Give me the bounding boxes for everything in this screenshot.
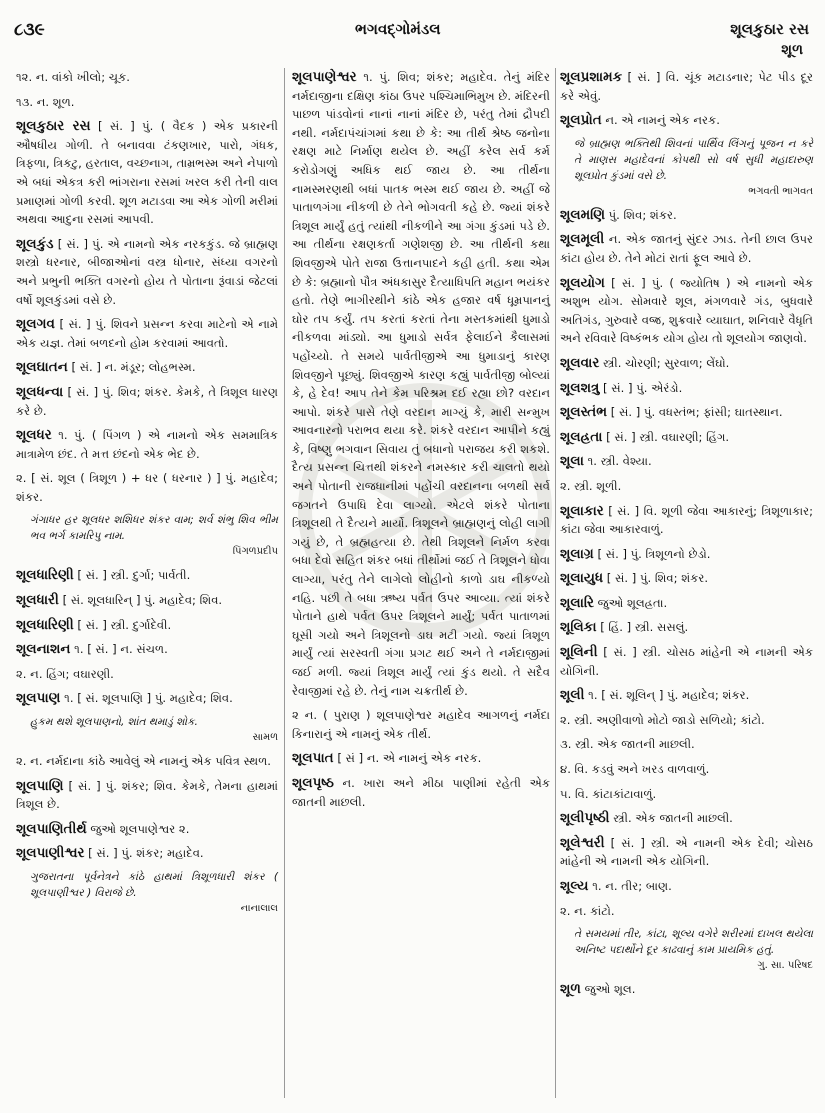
column-divider	[555, 68, 556, 1098]
entry-definition: ૧. ન. તીર; બાણ.	[592, 879, 672, 893]
dictionary-entry	[560, 711, 813, 730]
dictionary-entry	[560, 785, 813, 804]
entry-definition: ૨. સ્ત્રી. અણીવાળો મોટો જાડો સળિયો; કાંટો.	[560, 712, 765, 727]
entry-headword: શૂલસ્તંભ	[560, 404, 608, 421]
quotation-text: ગંગાધર હર શૂલધર શશિધર શંકર વામ; શર્વ શંભુ શિવ ભીમ ભવ ભર્ગ કામરિપુ નામ.	[30, 514, 278, 543]
entry-headword: શૂલવાર	[560, 354, 600, 371]
dictionary-entry	[560, 809, 813, 828]
entry-definition: જુઓ શૂલ.	[584, 982, 636, 997]
entry-definition: ૨. ન. નર્મદાના કાંઠે આવેલું એ નામનું એક પવિત્ર સ્થળ.	[16, 754, 271, 769]
dictionary-entry	[560, 735, 813, 754]
entry-headword: શૂલાગ્ર	[560, 545, 594, 562]
entry-headword: શૂલમણિ	[560, 206, 605, 223]
entry-headword: શૂલારિ	[560, 594, 594, 611]
dictionary-entry	[560, 452, 813, 471]
entry-headword: શૂલિકા	[560, 619, 597, 636]
entry-definition: ન. એ નામનું એક નરક.	[605, 113, 720, 128]
entry-headword: શૂલા	[560, 453, 584, 470]
dictionary-entry	[16, 358, 278, 377]
dictionary-entry	[560, 502, 813, 539]
entry-definition: ૨ ન. ( પુરાણ ) શૂલપાણેશ્વર મહાદેવ આગળનું નર્મદા કિનારાનું એ નામનું એક તીર્થ.	[292, 708, 550, 741]
quotation-source: ભગવતી ભાગવત	[748, 185, 813, 197]
entry-headword: શૂળ	[560, 981, 581, 998]
entry-definition: ૨. ન. હિંગ; વઘારણી.	[16, 666, 114, 681]
dictionary-entry	[560, 760, 813, 779]
entry-headword: શૂલપાણ	[16, 690, 61, 707]
running-title: ભગવદ્ગોમંડલ	[355, 20, 441, 38]
entry-definition: ૨. ન. કાંટો.	[560, 903, 615, 918]
dictionary-entry	[16, 68, 278, 87]
entry-headword: શૂલપ્રશામક	[560, 69, 623, 85]
entry-headword: શૂલહ્રતા	[560, 428, 603, 445]
entry-definition: [ સં. ] પું. શિવ; શંકર. કેમકે, તે ત્રિશૂલ ધારણ કરે છે.	[16, 384, 279, 418]
entry-headword: શૂલ્ય	[560, 878, 589, 894]
entry-definition: ૧. પું. ( પિંગળ ) એ નામનો એક સમમાત્રિક માત્રામેળ છંદ. તે મત્ત છંદનો એક ભેદ છે.	[16, 428, 278, 461]
dictionary-entry	[560, 902, 813, 921]
dictionary-entry	[16, 640, 278, 659]
entry-definition: ન. એક જાતનું સુંદર ઝાડ. તેની છાલ ઉપર કાંટા હોય છે. તેને મોટાં રાતાં ફૂલ આવે છે.	[560, 232, 814, 265]
quotation-source: નાનાલાલ	[240, 903, 278, 914]
entry-headword: શૂલધર	[16, 427, 52, 444]
entry-headword: શૂલધારી	[16, 592, 59, 609]
entry-definition: [ સં ] ન. એ નામનું એક નરક.	[337, 751, 482, 766]
entry-definition: [ સં. ] સ્ત્રી. દુર્ગાદેવી.	[77, 617, 172, 632]
entry-definition: ૧૨. ન. વાંકો ખીલો; ચૂક.	[16, 70, 130, 84]
dictionary-entry	[560, 594, 813, 613]
entry-headword: શૂલપાણિ	[16, 777, 64, 794]
dictionary-entry	[16, 665, 278, 684]
entry-headword: શૂલયોગ	[560, 274, 605, 291]
entry-headword: શૂલિની	[560, 644, 598, 661]
quotation-text: હુકમ થશે શૂલપાણનો, શાંત થમાડું શોક.	[30, 716, 198, 729]
entry-headword: શૂલાકાર	[560, 502, 604, 519]
guide-word-last: શૂળ	[781, 42, 803, 58]
entry-definition: [ સં. ] ન. મંડૂર; લોહભસ્મ.	[71, 360, 196, 375]
entry-definition: ૧. [ સં. ] ન. સંચળ.	[74, 642, 168, 657]
entry-headword: શૂલપાણિતીર્થ	[16, 820, 87, 837]
dictionary-entry	[16, 820, 278, 839]
entry-definition: ૧. [ સં. શૂલપાણિ ] પું. મહાદેવ; શિવ.	[64, 691, 233, 706]
dictionary-entry	[292, 774, 550, 811]
entry-definition: [ સં. ] પું. ત્રિશૂળનો છેડો.	[597, 546, 711, 561]
entry-headword: શૂલપાત	[292, 750, 334, 767]
entry-definition: ૪. વિ. કડવું અને ખરડ વાળવાળું.	[560, 762, 710, 777]
entry-definition: જુઓ શૂલપાણેશ્વર ૨.	[90, 821, 190, 836]
entry-headword: શૂલી	[560, 687, 585, 704]
dictionary-entry	[16, 235, 278, 309]
entry-definition: [ સં. ] પું. વધસ્તંભ; ફાંસી; ઘાતસ્થાન.	[610, 405, 783, 420]
dictionary-entry	[292, 706, 550, 743]
entry-definition: ૨. સ્ત્રી. શૂળી.	[560, 478, 622, 493]
entry-headword: શૂલીપૃષ્ઠી	[560, 810, 610, 827]
entry-headword: શૂલધારિણી	[16, 567, 74, 584]
dictionary-entry	[560, 428, 813, 447]
dictionary-entry	[560, 877, 813, 896]
quotation-source: ગુ. સા. પરિષદ	[757, 960, 813, 972]
dictionary-entry	[560, 111, 813, 130]
entry-definition: [ સં. ] સ્ત્રી. એ નામની એક દેવી; ચોસઠ માંહેની એ નામની એક યોગિની.	[560, 835, 814, 869]
dictionary-entry	[560, 643, 813, 680]
entry-definition: ૧૩. ન. શૂળ.	[16, 94, 75, 109]
entry-definition: સ્ત્રી. ચોરણી; સુરવાળ; લેંઘો.	[603, 355, 730, 370]
dictionary-entry	[292, 68, 550, 700]
dictionary-entry	[560, 354, 813, 373]
entry-definition: ૨. [ સં. શૂલ ( ત્રિશૂળ ) + ધર ( ધરનાર ) ] પું. મહાદેવ; શંકર.	[16, 471, 278, 504]
dictionary-entry	[560, 68, 813, 105]
entry-definition: [ સં. ] પું. શિવ; શંકર.	[606, 571, 709, 586]
entry-headword: શૂલનાશન	[16, 641, 71, 658]
entry-headword: શૂલમૂલી	[560, 231, 605, 248]
page-number: ૮૩૯	[14, 20, 45, 40]
entry-definition: [ સં. ] પું. શંકર; શિવ. કેમકે, તેમના હાથમાં ત્રિશૂલ છે.	[16, 778, 278, 812]
dictionary-entry	[16, 616, 278, 635]
entry-definition: [ સં. ] પું. શંકર; મહાદેવ.	[88, 846, 204, 861]
entry-definition: ૧. [ સં. શૂલિન્ ] પું. મહાદેવ; શંકર.	[588, 688, 750, 703]
entry-headword: શૂલશત્રુ	[560, 379, 600, 396]
column-divider	[284, 68, 285, 1098]
quotation-text: ગુજરાતના પૂર્વનેત્રને કાંઠે હાથમાં ત્રિશૂળધારી શંકર ( શૂલપાણીશ્વર ) વિરાજે છે.	[30, 871, 278, 899]
dictionary-entry	[16, 469, 278, 506]
entry-definition: [ સં. ] સ્ત્રી. દુર્ગા; પાર્વતી.	[77, 568, 191, 583]
quotation	[560, 136, 813, 200]
dictionary-entry	[560, 477, 813, 496]
entry-headword: શૂલધારિણી	[16, 616, 74, 633]
entry-definition: [ હિં. ] સ્ત્રી. સસલું.	[600, 620, 689, 635]
dictionary-entry	[560, 206, 813, 225]
entry-definition: [ સં. શૂલધારિન્ ] પું. મહાદેવ; શિવ.	[62, 593, 223, 608]
entry-definition: [ સં. ] પું. ( વૈદક ) એક પ્રકારની ઔષધીય ગોળી. તે બનાવવા ટંકણખાર, પારો, ગંધક, ત્રિફળા, ત્રિકટુ, હરતાલ, વચ્છનાગ, તામ્રભસ્મ અને નેપાળો એ બધાં એકત્ર કરી ભાંગરાના રસમાં ખરલ કરી તેની વાલ પ્રમાણમાં ગોળી કરવી. શૂળ મટાડવા આ એક ગોળી મરીમાં અથવા આદુના રસમાં આપવી.	[16, 119, 278, 227]
quotation-text: તે સમયમાં તીર, કાંટા, શૂલ્ય વગેરે શરીરમાં દાખલ થયેલા અનિષ્ટ પદાર્થોને દૂર કાઢવાનું કામ પ્રાયમિક હતું.	[574, 928, 813, 957]
entry-headword: શૂલેશ્વરી	[560, 834, 605, 851]
quotation-text: જે બ્રાહ્મણ ભક્તિથી શિવનાં પાર્થિવ લિંગનું પૂજન ન કરે તે માણસ મહાદેવનાં કોપથી સો વર્ષ સુધી મહાદારુણ શૂલપ્રોત કુંડમાં વસે છે.	[574, 137, 813, 182]
dictionary-entry	[16, 315, 278, 352]
dictionary-entry	[560, 618, 813, 637]
entry-definition: ૫. વિ. કાંટાકાંટાવાળું.	[560, 786, 657, 801]
quotation	[560, 926, 813, 974]
dictionary-entry	[560, 686, 813, 705]
entry-headword: શૂલકુઠાર રસ	[16, 118, 91, 135]
entry-definition: [ સં. ] સ્ત્રી. ચોસઠ માંહેની એ નામની એક યોગિની.	[560, 645, 814, 678]
dictionary-entry	[16, 777, 278, 814]
dictionary-entry	[292, 749, 550, 768]
entry-definition: ૧. સ્ત્રી. વેશ્યા.	[587, 454, 652, 469]
entry-headword: શૂલાયુધ	[560, 570, 604, 587]
dictionary-column-3	[560, 68, 813, 1005]
entry-definition: [ સં. ] પું. શિવને પ્રસન્ન કરવા માટેનો એ નામે એક યજ્ઞ. તેમાં બળદનો હોમ કરવામાં આવતો.	[16, 317, 278, 350]
entry-headword: શૂલપ્રોત	[560, 112, 602, 129]
guide-word-first: શૂલકુઠાર રસ	[730, 20, 809, 38]
dictionary-entry	[16, 591, 278, 610]
entry-definition: [ સં. ] પું. ( જ્યોતિષ ) એ નામનો એક અશુભ યોગ. સોમવારે શૂલ, મંગળવારે ગંડ, બુધવારે અતિગંડ, ગુરુવારે વજ્ર, શુક્રવારે વ્યાઘાત, શનિવારે વૈધૃતિ અને રવિવારે વિષ્કંભક યોગ હોય તો શૂલયોગ જાણવો.	[560, 275, 814, 346]
dictionary-entry	[16, 426, 278, 463]
entry-headword: શૂલપૃષ્ઠ	[292, 774, 334, 791]
dictionary-entry	[560, 569, 813, 588]
dictionary-entry	[16, 383, 278, 420]
entry-headword: શૂલપાણીશ્વર	[16, 845, 85, 862]
dictionary-entry	[16, 93, 278, 112]
entry-definition: જુઓ શૂલહ્રતા.	[597, 595, 668, 610]
entry-headword: શૂલકુંડ	[16, 235, 54, 252]
entry-definition: ન. ખારા અને મીઠા પાણીમાં રહેતી એક જાતની માછલી.	[292, 775, 550, 809]
dictionary-entry	[16, 752, 278, 771]
entry-definition: [ સં. ] વિ. ચૂંક મટાડનાર; પેટ પીડ દૂર કરે એવું.	[560, 70, 814, 103]
dictionary-entry	[560, 545, 813, 564]
entry-definition: [ સં. ] પું. એ નામનો એક નરકકુંડ. જે બ્રાહ્મણ શસ્ત્રો ધરનાર, બીજાઓનાં વસ્ત્ર ધોનાર, સંધ્યા વગરનો અને પ્રભુની ભક્તિ વગરનો હોય તે પોતાના રૂંવાડાં જેટલાં વર્ષો શૂલકુંડમાં વસે છે.	[16, 236, 278, 307]
dictionary-entry	[560, 403, 813, 422]
dictionary-column-2	[292, 68, 550, 817]
dictionary-entry	[560, 834, 813, 871]
entry-headword: શૂલધન્વા	[16, 383, 64, 400]
dictionary-entry	[560, 274, 813, 348]
entry-definition: પું. શિવ; શંકર.	[608, 207, 677, 222]
dictionary-entry	[16, 844, 278, 863]
dictionary-entry	[16, 566, 278, 585]
entry-headword: શૂલપાણેશ્વર	[292, 69, 357, 85]
entry-definition: [ સં. ] પું. એરંડો.	[603, 380, 683, 395]
dictionary-entry	[16, 117, 278, 229]
page-header	[0, 4, 825, 58]
quotation	[16, 714, 278, 746]
quotation	[16, 869, 278, 917]
quotation-source: સામળ	[252, 732, 278, 744]
entry-definition: [ સં. ] વિ. શૂળી જેવા આકારનું; ત્રિશૂળાકાર; કાંટા જેવા આકારવાળું.	[560, 503, 813, 537]
entry-definition: ૩. સ્ત્રી. એક જાતની માછલી.	[560, 737, 695, 752]
entry-definition: ૧. પું. શિવ; શંકર; મહાદેવ. તેનું મંદિર નર્મદાજીના દક્ષિણ કાંઠા ઉપર પશ્ચિમાભિમુખ છે. મંદિરની પાછળ પાંડવોનાં નાનાં નાનાં મંદિર છે, પરંતુ તેમાં દ્રૌપદી નથી. નર્મદાપંચાંગમાં કથા છે કે: આ તીર્થ શ્રેષ્ઠ જનોના રક્ષણ માટે નિર્માણ થયેલ છે. અહીં કરેલ સર્વ કર્મ કરોડોગણું અધિક થઈ જાય છે. આ તીર્થના નામસ્મરણથી બધાં પાતક ભસ્મ થઈ જાય છે. અહીં જે પાતાળગંગા નીકળી છે તેને ભોગવતી કહે છે. જ્યાં શંકરે ત્રિશૂલ માર્યું હતું ત્યાંથી નીકળીને આ ગંગા કુંડમાં પડે છે. આ તીર્થના રક્ષણકર્તા ગણેશજી છે. આ તીર્થની કથા શિવજીએ પોતે રાજા ઉત્તાનપાદને કહી હતી. કથા એમ છે કે: બ્રહ્માનો પૌત્ર અંધકાસુર દૈત્યાધિપતિ મહાન ભયંકર હતો. તેણે ભાગીરથીને કાંઠે એક હજાર વર્ષ ધૂમ્રપાનનું ઘોર તપ કર્યું. તપ કરતાં કરતાં તેના મસ્તકમાંથી ધુમાડો નીકળવા માંડ્યો. આ ધુમાડો સર્વત્ર ફેલાઈને કૈલાસમાં પહોંચ્યો. તે સમયે પાર્વતીજીએ આ ધુમાડાનું કારણ શિવજીને પૂછ્યું. શિવજીએ કારણ કહ્યું પાર્વતીજી બોલ્યાં કે, હે દેવ! આપ તેને કેમ પરિશ્રમ દઈ રહ્યા છો? વરદાન આપો. શંકરે પાસે તેણે વરદાન માગ્યું કે, મારી સન્મુખ આવનારનો પરાભવ થયા કરે. શંકરે વરદાન આપીને કહ્યું કે, વિષ્ણુ ભગવાન સિવાય તું બધાનો પરાજય કરી શકશે. દૈત્ય પ્રસન્ન ચિત્તથી શંકરને નમસ્કાર કરી ચાલતો થયો અને પોતાની રાજધાનીમાં પહોંચી વરદાનના બળથી સર્વ જગતને ઉપાધિ દેવા લાગ્યો. એટલે શંકરે પોતાના ત્રિશૂલથી તે દૈત્યને માર્યો. ત્રિશૂલને બ્રાહ્મણનું લોહી લાગી ગયું છે, તે બ્રહ્મહત્યા છે. તેથી ત્રિશૂલને નિર્મળ કરવા બધા દેવો સહિત શંકર બધાં તીર્થોમાં જઈ તે ત્રિશૂલને ધોવા લાગ્યા, પરંતુ તેને લાગેલો લોહીનો કાળો ડાઘ નીકળ્યો નહિ. પછી તે બધા ઋષ્ય પર્વત ઉપર આવ્યા. ત્યાં શંકરે પોતાને હાથે પર્વત ઉપર ત્રિશૂલને માર્યું; પર્વત પાતાળમાં ઘૂસી ગયો અને ત્રિશૂલનો ડાઘ મટી ગયો. જ્યાં ત્રિશૂળ માર્યું ત્યાં સરસ્વતી ગંગા પ્રગટ થઈ અને તે નર્મદાજીમાં જઈ મળી. જ્યાં ત્રિશૂલ માર્યું ત્યાં કુંડ થયો. તે સદૈવ રેવાજીમાં રહે છે. તેનું નામ ચક્રતીર્થ છે.	[292, 70, 551, 698]
dictionary-entry	[560, 230, 813, 267]
entry-definition: સ્ત્રી. એક જાતની માછલી.	[613, 811, 733, 826]
dictionary-entry	[16, 689, 278, 708]
entry-definition: [ સં. ] સ્ત્રી. વઘારણી; હિંગ.	[606, 429, 730, 444]
entry-headword: શૂલગવ	[16, 316, 55, 333]
entry-headword: શૂલઘાતન	[16, 359, 68, 376]
dictionary-entry	[560, 980, 813, 999]
quotation	[16, 512, 278, 560]
dictionary-entry	[560, 379, 813, 398]
dictionary-column-1	[16, 68, 278, 923]
quotation-source: પિંગળપ્રદીપ	[232, 546, 278, 558]
